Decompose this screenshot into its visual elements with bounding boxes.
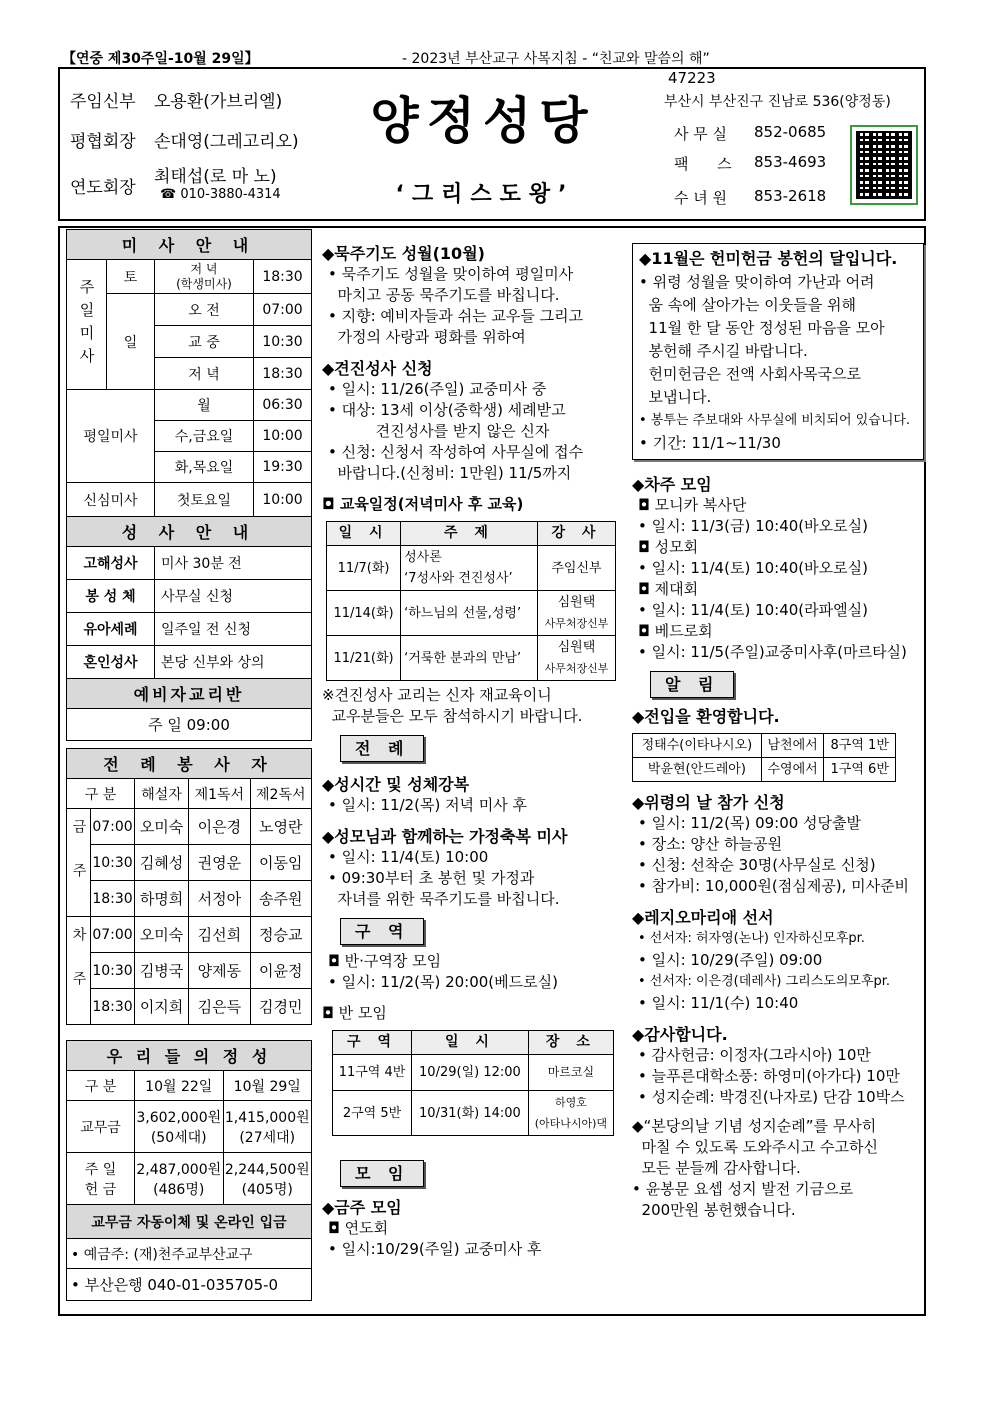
education-table [326, 521, 616, 681]
servers-header: 해설자 [135, 779, 189, 809]
ban-header: 장 소 [528, 1031, 613, 1055]
server-name: 김병국 [135, 953, 189, 989]
devotion-mass-label: 신심미사 [67, 483, 155, 517]
middle-column [322, 243, 622, 1260]
offering-table [66, 1040, 312, 1301]
sacrament-value: 미사 30분 전 [155, 547, 312, 580]
education-topic-sub: ‘7성사와 견진성사’ [404, 571, 513, 586]
mass-row-time: 10:30 [254, 326, 312, 358]
server-name: 양제동 [189, 953, 250, 989]
adoration-title: ◆성시간 및 성체강복 [322, 775, 470, 794]
account-holder: • 예금주: (재)천주교부산교구 [67, 1239, 312, 1269]
legio-line: • 일시: 11/1(수) 10:40 [638, 994, 799, 1012]
all-souls-line: • 신청: 선착순 30명(사무실로 신청) [638, 856, 876, 874]
next-meeting-line: • 일시: 11/3(금) 10:40(바오로실) [638, 517, 868, 535]
ban-date: 10/31(화) 14:00 [412, 1091, 529, 1136]
rosary-line: • 묵주기도 성월을 맞이하여 평일미사 [328, 265, 574, 283]
november-line: • 위령 성월을 맞이하여 가난과 어려 [639, 273, 875, 291]
office-label: 사 무 실 [674, 125, 728, 143]
offering-label: 주 일 헌 금 [67, 1153, 135, 1205]
catechumen-title: 예비자교리반 [67, 679, 312, 709]
servers-header: 구 분 [67, 779, 135, 809]
rosary-line: 마치고 공동 묵주기도를 바칩니다. [328, 286, 560, 304]
closing-line: • 윤봉문 요셉 성지 발전 기금으로 [632, 1180, 854, 1198]
sacrament-value: 본당 신부와 상의 [155, 646, 312, 679]
server-name: 김혜성 [135, 845, 189, 881]
mass-row-label: 교 중 [155, 326, 254, 358]
education-topic: 성사론 [404, 550, 442, 565]
server-name: 하명희 [135, 881, 189, 917]
right-column [632, 243, 924, 1221]
server-name: 오미숙 [135, 917, 189, 953]
youth-label: 연도회장 [70, 178, 136, 198]
november-line: 움 속에 살아가는 이웃들을 위해 [639, 296, 856, 314]
mass-row-time: 06:30 [254, 390, 312, 421]
offering-header: 10월 22일 [135, 1071, 224, 1101]
sacrament-label: 고해성사 [67, 547, 155, 580]
education-speaker: 심원택 [557, 640, 596, 655]
education-speaker: 심원택 [557, 595, 596, 610]
education-header: 주 제 [401, 522, 538, 546]
saturday-time-label: 저 녁 (학생미사) [155, 260, 254, 294]
next-meeting-line: • 일시: 11/4(토) 10:40(바오로실) [638, 559, 868, 577]
education-header: 일 시 [327, 522, 401, 546]
adoration-line: • 일시: 11/2(목) 저녁 미사 후 [328, 796, 528, 814]
offering-count: (405명) [241, 1181, 293, 1198]
mass-row-label: 월 [155, 390, 254, 421]
closing-line: 200만원 봉헌했습니다. [632, 1201, 796, 1219]
welcome-table [632, 733, 896, 782]
closing-line: 마칠 수 있도록 도와주시고 수고하신 [632, 1138, 878, 1156]
offering-amount: 3,602,000원 [136, 1109, 222, 1126]
rosary-line: 가정의 사랑과 평화를 위하여 [328, 328, 526, 346]
council-label: 평협회장 [70, 132, 136, 152]
family-blessing-line: • 일시: 11/4(토) 10:00 [328, 848, 489, 866]
offering-amount: 2,487,000원 [136, 1161, 222, 1178]
offering-amount: 1,415,000원 [224, 1109, 310, 1126]
legio-title: ◆레지오마리애 선서 [632, 908, 774, 927]
confirmation-line: • 대상: 13세 이상(중학생) 세례받고 [328, 401, 566, 419]
pastor-name: 오용환(가브리엘) [154, 92, 283, 112]
ban-date: 10/29(일) 12:00 [412, 1055, 529, 1091]
november-line: 보냅니다. [639, 388, 712, 406]
all-souls-line: • 장소: 양산 하늘공원 [638, 835, 783, 853]
welcome-title: ◆전입을 환영합니다. [632, 707, 780, 726]
ban-district: 2구역 5반 [333, 1091, 412, 1136]
november-title: ◆11월은 헌미헌금 봉헌의 달입니다. [639, 249, 898, 268]
server-time: 10:30 [91, 845, 135, 881]
mass-row-time: 19:30 [254, 452, 312, 483]
education-date: 11/7(화) [327, 546, 401, 591]
pastor-label: 주임신부 [70, 92, 136, 112]
sacrament-label: 유아세례 [67, 613, 155, 646]
parish-subtitle: ‘그리스도왕’ [395, 182, 575, 207]
newcomer-origin: 수영에서 [761, 758, 824, 782]
family-blessing-line: • 09:30부터 초 봉헌 및 가정과 [328, 869, 535, 887]
catechumen-time: 주 일 09:00 [67, 709, 312, 741]
fax-number: 853-4693 [754, 153, 827, 171]
newcomer-district: 8구역 1반 [824, 734, 896, 758]
server-time: 18:30 [91, 881, 135, 917]
family-blessing-line: 자녀를 위한 묵주기도를 바칩니다. [328, 890, 560, 908]
office-phone: 852-0685 [754, 123, 827, 141]
education-topic: ‘거룩한 분과의 만남’ [401, 636, 538, 681]
education-speaker: 주임신부 [551, 560, 602, 576]
council-name: 손대영(그레고리오) [154, 132, 299, 152]
offering-label: 교무금 [67, 1101, 135, 1153]
mass-row-time: 18:30 [254, 358, 312, 390]
all-souls-title: ◆위령의 날 참가 신청 [632, 793, 785, 812]
offering-title: 우 리 들 의 정 성 [67, 1041, 312, 1071]
education-title: ◘ 교육일정(저녁미사 후 교육) [322, 495, 524, 513]
youth-phone: ☎ 010-3880-4314 [160, 187, 281, 202]
meeting-line: • 일시:10/29(주일) 교중미사 후 [328, 1240, 542, 1258]
fax-label: 팩 스 [674, 155, 732, 173]
next-week-label: 차주 [67, 917, 91, 1025]
offering-count: (50세대) [150, 1129, 207, 1146]
newcomer-name: 정태수(이타나시오) [633, 734, 762, 758]
servers-table [66, 748, 312, 1025]
server-name: 이윤정 [250, 953, 311, 989]
thanks-title: ◆감사합니다. [632, 1025, 728, 1044]
parish-title: 양정성당 [370, 91, 596, 150]
sacrament-value: 일주일 전 신청 [155, 613, 312, 646]
server-time: 07:00 [91, 809, 135, 845]
convent-label: 수 녀 원 [674, 189, 728, 207]
mass-title: 미 사 안 내 [67, 230, 312, 260]
mass-row-label: 저 녁 [155, 358, 254, 390]
legio-line: • 선서자: 이은경(데레사) 그리스도의모후pr. [638, 974, 891, 989]
envelope-note: • 봉투는 주보대와 사무실에 비치되어 있습니다. [639, 413, 911, 428]
ban-place: 하영호 [554, 1096, 587, 1109]
server-name: 오미숙 [135, 809, 189, 845]
server-time: 18:30 [91, 989, 135, 1025]
server-name: 김경민 [250, 989, 311, 1025]
server-name: 노영란 [250, 809, 311, 845]
education-date: 11/21(화) [327, 636, 401, 681]
newcomer-district: 1구역 6반 [824, 758, 896, 782]
closing-line: ◆“본당의날 기념 성지순례”를 무사히 [632, 1117, 877, 1135]
server-name: 김은득 [189, 989, 250, 1025]
ban-header: 구 역 [333, 1031, 412, 1055]
offering-amount: 2,244,500원 [224, 1161, 310, 1178]
server-name: 이동임 [250, 845, 311, 881]
next-week-meetings-title: ◆차주 모임 [632, 475, 712, 494]
district-line: • 일시: 11/2(목) 20:00(베드로실) [328, 973, 558, 991]
server-name: 송주원 [250, 881, 311, 917]
mass-row-label: 수,금요일 [155, 421, 254, 452]
next-meeting-line: • 일시: 11/4(토) 10:40(라파엘실) [638, 601, 868, 619]
november-line: 11월 한 달 동안 정성된 마음을 모아 [639, 319, 885, 337]
ban-meeting-table [332, 1030, 614, 1136]
devotion-time: 10:00 [254, 483, 312, 517]
server-time: 10:30 [91, 953, 135, 989]
server-name: 이은경 [189, 809, 250, 845]
qr-code[interactable] [850, 125, 918, 205]
education-speaker-title: 사무처장신부 [544, 662, 609, 675]
district-line: ◘ 반·구역장 모임 [328, 952, 442, 970]
sacrament-title: 성 사 안 내 [67, 517, 312, 547]
next-meeting-group: ◘ 성모회 [638, 538, 699, 556]
devotion-day: 첫토요일 [155, 483, 254, 517]
bank-account: • 부산은행 040-01-035705-0 [67, 1269, 312, 1301]
thanks-line: • 성지순례: 박경진(나자로) 단감 10박스 [638, 1088, 905, 1106]
server-name: 정승교 [250, 917, 311, 953]
thanks-line: • 감사헌금: 이정자(그라시아) 10만 [638, 1046, 871, 1064]
server-name: 김선희 [189, 917, 250, 953]
mass-row-label: 화,목요일 [155, 452, 254, 483]
sunday-label: 일 [107, 294, 155, 390]
newcomer-origin: 남천에서 [761, 734, 824, 758]
education-header: 강 사 [537, 522, 615, 546]
diocese-motto: - 2023년 부산교구 사목지침 - “친교와 말씀의 해” [402, 51, 710, 67]
mass-row-time: 10:00 [254, 421, 312, 452]
convent-phone: 853-2618 [754, 187, 827, 205]
sacrament-label: 혼인성사 [67, 646, 155, 679]
server-time: 07:00 [91, 917, 135, 953]
confirmation-line: 견진성사를 받지 않은 신자 [328, 422, 550, 440]
all-souls-line: • 참가비: 10,000원(점심제공), 미사준비 [638, 877, 910, 895]
saturday-label: 토 [107, 260, 155, 294]
servers-header: 제1독서 [189, 779, 250, 809]
next-meeting-group: ◘ 제대회 [638, 580, 699, 598]
youth-name: 최태섭(로 마 노) [154, 167, 277, 187]
family-blessing-title: ◆성모님과 함께하는 가정축복 미사 [322, 827, 568, 846]
mass-row-time: 07:00 [254, 294, 312, 326]
ban-place: 마르코실 [528, 1055, 613, 1091]
zip-code: 47223 [668, 69, 716, 87]
confirmation-line: • 일시: 11/26(주일) 교중미사 중 [328, 380, 547, 398]
sunday-mass-label: 주일미사 [67, 260, 107, 390]
education-note: ※견진성사 교리는 신자 재교육이니 [322, 686, 552, 704]
november-line: 헌미헌금은 전액 사회사목국으로 [639, 365, 861, 383]
ban-meeting-title: ◘ 반 모임 [322, 1004, 387, 1022]
mass-schedule-table [66, 229, 312, 741]
district-label: 구 역 [340, 918, 424, 945]
next-meeting-group: ◘ 베드로회 [638, 622, 713, 640]
closing-line: 모든 분들께 감사합니다. [632, 1159, 801, 1177]
this-week-label: 금주 [67, 809, 91, 917]
header [58, 67, 926, 221]
server-name: 이지희 [135, 989, 189, 1025]
education-topic: ‘하느님의 선물,성령’ [401, 591, 538, 636]
next-meeting-line: • 일시: 11/5(주일)교중미사후(마르타실) [638, 643, 907, 661]
ban-header: 일 시 [412, 1031, 529, 1055]
confirmation-line: 바랍니다.(신청비: 1만원) 11/5까지 [328, 464, 572, 482]
offering-header: 구 분 [67, 1071, 135, 1101]
education-date: 11/14(화) [327, 591, 401, 636]
meeting-line: ◘ 연도회 [328, 1219, 389, 1237]
ban-place-sub: (아타나시아)댁 [534, 1117, 608, 1130]
ban-district: 11구역 4반 [333, 1055, 412, 1091]
server-name: 서정아 [189, 881, 250, 917]
sacrament-value: 사무실 신청 [155, 580, 312, 613]
weekday-mass-label: 평일미사 [67, 390, 155, 483]
liturgy-label: 전 례 [340, 735, 424, 762]
all-souls-line: • 일시: 11/2(목) 09:00 성당출발 [638, 814, 862, 832]
confirmation-title: ◆견진성사 신청 [322, 359, 433, 378]
saturday-time: 18:30 [254, 260, 312, 294]
november-offering-box [632, 243, 924, 460]
confirmation-line: • 신청: 신청서 작성하여 사무실에 접수 [328, 443, 584, 461]
meeting-label: 모 임 [340, 1160, 424, 1187]
november-period: • 기간: 11/1~11/30 [639, 434, 781, 452]
issue-label: 【연중 제30주일-10월 29일】 [62, 51, 259, 67]
mass-row-label: 오 전 [155, 294, 254, 326]
education-note: 교우분들은 모두 참석하시기 바랍니다. [322, 707, 583, 725]
next-meeting-group: ◘ 모니카 복사단 [638, 496, 747, 514]
education-speaker-title: 사무처장신부 [544, 617, 609, 630]
servers-header: 제2독서 [250, 779, 311, 809]
sacrament-label: 봉 성 체 [67, 580, 155, 613]
servers-title: 전 례 봉 사 자 [67, 749, 312, 779]
top-banner [62, 48, 926, 68]
newcomer-name: 박윤현(안드레아) [633, 758, 762, 782]
auto-transfer-title: 교무금 자동이체 및 온라인 입금 [67, 1205, 312, 1239]
this-week-meeting-title: ◆금주 모임 [322, 1198, 402, 1217]
offering-count: (27세대) [239, 1129, 296, 1146]
thanks-line: • 늘푸른대학소풍: 하영미(아가다) 10만 [638, 1067, 900, 1085]
november-line: 봉헌해 주시길 바랍니다. [639, 342, 808, 360]
rosary-title: ◆묵주기도 성월(10월) [322, 244, 485, 263]
address: 부산시 부산진구 진남로 536(양정동) [664, 94, 891, 110]
notice-label: 알 림 [650, 671, 734, 698]
offering-count: (486명) [153, 1181, 205, 1198]
rosary-line: • 지향: 예비자들과 쉬는 교우들 그리고 [328, 307, 584, 325]
legio-line: • 일시: 10/29(주일) 09:00 [638, 951, 823, 969]
offering-header: 10월 29일 [223, 1071, 312, 1101]
server-name: 권영운 [189, 845, 250, 881]
legio-line: • 선서자: 허자영(논나) 인자하신모후pr. [638, 931, 865, 946]
